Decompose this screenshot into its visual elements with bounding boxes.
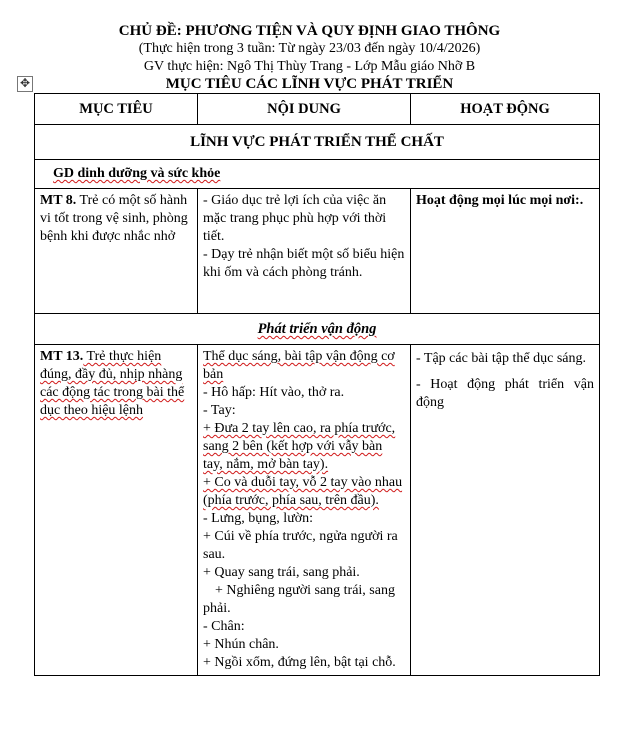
goal-cell-mt8 [35, 189, 198, 314]
content-item: - Lưng, bụng, lườn: [203, 511, 314, 526]
content-item: + Đưa 2 tay lên cao, ra phía trước, sang 2 bên (kết hợp với vẫy bàn tay, nắm, mở bàn tay). [203, 421, 396, 472]
activity-item: - Hoạt động phát triển vận động [416, 377, 594, 410]
content-item: + Nghiêng người sang trái, sang phải. [203, 583, 395, 616]
goal-code: MT 8. [40, 193, 77, 208]
content-item: - Giáo dục trẻ lợi ích của việc ăn mặc trang phục phù hợp với thời tiết. [203, 193, 387, 244]
content-item: - Tay: [203, 403, 236, 418]
goal-text: Trẻ có một số hành vi tốt trong vệ sinh, phòng bệnh khi được nhắc nhở [40, 193, 188, 244]
activity-cell-mt8: Hoạt động mọi lúc mọi nơi:. [411, 189, 600, 314]
content-cell-mt8 [198, 189, 411, 314]
subsection-row-motor [35, 314, 600, 345]
content-item: + Nhún chân. [203, 637, 279, 652]
column-header-row [35, 94, 600, 125]
duration-line: (Thực hiện trong 3 tuần: Từ ngày 23/03 đến ngày 10/4/2026) [138, 41, 481, 56]
table-move-handle-icon[interactable]: ✥ [17, 76, 33, 92]
content-item: + Co và duỗi tay, vỗ 2 tay vào nhau (phía trước, phía sau, trên đầu). [203, 475, 403, 508]
content-item: + Cúi về phía trước, ngửa người ra sau. [203, 529, 398, 562]
goal-cell-mt13 [35, 345, 198, 676]
content-item: - Chân: [203, 619, 245, 634]
table-row-mt13 [35, 345, 600, 676]
activity-item: - Tập các bài tập thể dục sáng. [416, 351, 587, 366]
subsection-row-nutrition [35, 160, 600, 189]
goals-table [34, 93, 600, 676]
section-title: MỤC TIÊU CÁC LĨNH VỰC PHÁT TRIỂN [165, 76, 454, 92]
goal-text: Trẻ thực hiện đúng, đầy đủ, nhịp nhàng các động tác trong bài thể dục theo hiệu lệnh [40, 349, 185, 418]
document-title: CHỦ ĐỀ: PHƯƠNG TIỆN VÀ QUY ĐỊNH GIAO THÔNG [118, 23, 501, 39]
activity-cell-mt13 [411, 345, 600, 676]
goal-code: MT 13. [40, 349, 84, 364]
column-header-goal: MỤC TIÊU [35, 94, 198, 125]
table-row-mt8 [35, 189, 600, 314]
column-header-content: NỘI DUNG [198, 94, 411, 125]
content-cell-mt13 [198, 345, 411, 676]
subsection-nutrition-title: GD dinh dưỡng và sức khỏe [35, 160, 600, 189]
teacher-line: GV thực hiện: Ngô Thị Thùy Trang - Lớp Mẫu giáo Nhỡ B [143, 59, 476, 74]
domain-title: LĨNH VỰC PHÁT TRIỂN THỂ CHẤT [35, 125, 600, 160]
content-item: - Dạy trẻ nhận biết một số biểu hiện khi ốm và cách phòng tránh. [203, 247, 405, 280]
content-item: - Hô hấp: Hít vào, thở ra. [203, 385, 345, 400]
column-header-activity: HOẠT ĐỘNG [411, 94, 600, 125]
content-item: Thể dục sáng, bài tập vận động cơ bản [203, 349, 395, 382]
subsection-motor-title: Phát triển vận động [35, 314, 600, 345]
content-item: + Ngồi xổm, đứng lên, bật tại chỗ. [203, 655, 396, 670]
domain-row [35, 125, 600, 160]
content-item: + Quay sang trái, sang phải. [203, 565, 360, 580]
